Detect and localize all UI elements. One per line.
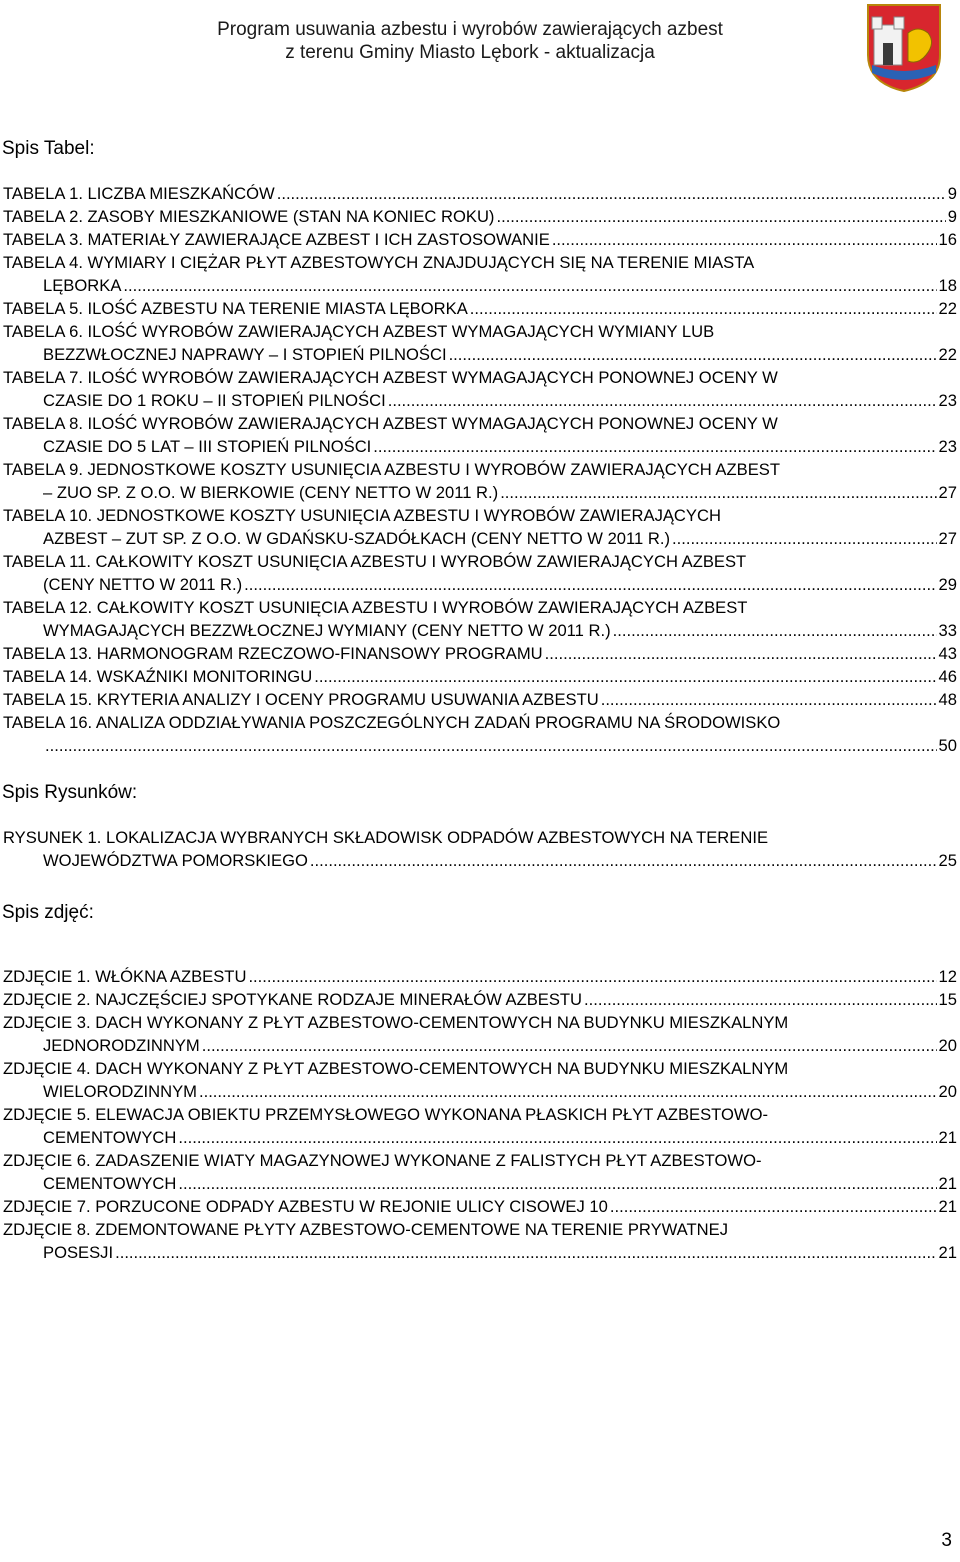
table-entry[interactable] bbox=[3, 205, 957, 228]
table-entry[interactable] bbox=[3, 320, 957, 366]
figure-entry-title-cont: WOJEWÓDZTWA POMORSKIEGO bbox=[43, 851, 308, 870]
table-entry-page: 22 bbox=[938, 345, 957, 364]
dot-leader bbox=[373, 435, 936, 458]
table-entry-page: 48 bbox=[938, 690, 957, 709]
table-entry[interactable] bbox=[3, 366, 957, 412]
photo-entry-page: 21 bbox=[938, 1197, 957, 1216]
table-entry[interactable] bbox=[3, 251, 957, 297]
table-entry[interactable] bbox=[3, 297, 957, 320]
photo-entry[interactable] bbox=[3, 965, 957, 988]
table-entry-title: TABELA 12. CAŁKOWITY KOSZT USUNIĘCIA AZBESTU I WYROBÓW ZAWIERAJĄCYCH AZBEST bbox=[3, 598, 748, 617]
dot-leader bbox=[123, 274, 936, 297]
dot-leader bbox=[314, 665, 936, 688]
table-entry[interactable] bbox=[3, 504, 957, 550]
dot-leader bbox=[178, 1172, 936, 1195]
table-entry-page: 43 bbox=[938, 644, 957, 663]
table-entry-page: 46 bbox=[938, 667, 957, 686]
table-entry-title: TABELA 1. LICZBA MIESZKAŃCÓW bbox=[3, 184, 275, 203]
dot-leader bbox=[500, 481, 936, 504]
table-entry-title: TABELA 4. WYMIARY I CIĘŻAR PŁYT AZBESTOWYCH ZNAJDUJĄCYCH SIĘ NA TERENIE MIASTA bbox=[3, 253, 755, 272]
figure-entry-title: RYSUNEK 1. LOKALIZACJA WYBRANYCH SKŁADOWISK ODPADÓW AZBESTOWYCH NA TERENIE bbox=[3, 828, 769, 847]
dot-leader bbox=[199, 1080, 937, 1103]
photos-list-title: Spis zdjęć: bbox=[2, 902, 94, 923]
figure-entry-page: 25 bbox=[938, 851, 957, 870]
dot-leader bbox=[178, 1126, 936, 1149]
table-entry[interactable] bbox=[3, 665, 957, 688]
photo-entry-title-cont: JEDNORODZINNYM bbox=[43, 1036, 200, 1055]
photo-entry-title-cont: CEMENTOWYCH bbox=[43, 1174, 177, 1193]
coat-of-arms-icon bbox=[866, 3, 942, 93]
photo-entry-page: 20 bbox=[938, 1036, 957, 1055]
table-entry-title: TABELA 15. KRYTERIA ANALIZY I OCENY PROGRAMU USUWANIA AZBESTU bbox=[3, 690, 599, 709]
dot-leader bbox=[115, 1241, 936, 1264]
photo-entry-title-cont: WIELORODZINNYM bbox=[43, 1082, 197, 1101]
table-entry-title: TABELA 9. JEDNOSTKOWE KOSZTY USUNIĘCIA AZBESTU I WYROBÓW ZAWIERAJĄCYCH AZBEST bbox=[3, 460, 780, 479]
dot-leader bbox=[610, 1195, 937, 1218]
figure-entry[interactable] bbox=[3, 826, 957, 872]
dot-leader bbox=[449, 343, 937, 366]
photo-entry-title: ZDJĘCIE 1. WŁÓKNA AZBESTU bbox=[3, 967, 247, 986]
table-entry-page: 50 bbox=[938, 736, 957, 755]
table-entry-page: 9 bbox=[947, 184, 957, 203]
header-line-2: z terenu Gminy Miasto Lębork - aktualizacja bbox=[285, 42, 655, 63]
photo-entry[interactable] bbox=[3, 988, 957, 1011]
dot-leader bbox=[672, 527, 937, 550]
dot-leader bbox=[388, 389, 937, 412]
table-entry-title: TABELA 6. ILOŚĆ WYROBÓW ZAWIERAJĄCYCH AZBEST WYMAGAJĄCYCH WYMIANY LUB bbox=[3, 322, 715, 341]
tables-list-title: Spis Tabel: bbox=[2, 138, 95, 159]
table-entry[interactable] bbox=[3, 550, 957, 596]
photo-entry[interactable] bbox=[3, 1218, 957, 1264]
dot-leader bbox=[584, 988, 937, 1011]
table-entry-title-cont: BEZZWŁOCZNEJ NAPRAWY – I STOPIEŃ PILNOŚCI bbox=[43, 345, 447, 364]
figures-list-title: Spis Rysunków: bbox=[2, 782, 138, 803]
photo-entry-page: 20 bbox=[938, 1082, 957, 1101]
table-entry[interactable] bbox=[3, 182, 957, 205]
table-entry[interactable] bbox=[3, 228, 957, 251]
table-entry-page: 22 bbox=[938, 299, 957, 318]
dot-leader bbox=[470, 297, 937, 320]
photo-entry-title: ZDJĘCIE 7. PORZUCONE ODPADY AZBESTU W REJONIE ULICY CISOWEJ 10 bbox=[3, 1197, 608, 1216]
table-entry[interactable] bbox=[3, 642, 957, 665]
table-entry-title-cont: – ZUO SP. Z O.O. W BIERKOWIE (CENY NETTO W 2011 R.) bbox=[43, 483, 499, 502]
table-entry-title-cont: CZASIE DO 1 ROKU – II STOPIEŃ PILNOŚCI bbox=[43, 391, 386, 410]
photo-entry-title: ZDJĘCIE 5. ELEWACJA OBIEKTU PRZEMYSŁOWEGO WYKONANA PŁASKICH PŁYT AZBESTOWO- bbox=[3, 1105, 769, 1124]
table-entry-page: 23 bbox=[938, 391, 957, 410]
table-entry[interactable] bbox=[3, 688, 957, 711]
table-entry-title: TABELA 8. ILOŚĆ WYROBÓW ZAWIERAJĄCYCH AZBEST WYMAGAJĄCYCH PONOWNEJ OCENY W bbox=[3, 414, 778, 433]
photo-entry-title: ZDJĘCIE 4. DACH WYKONANY Z PŁYT AZBESTOWO-CEMENTOWYCH NA BUDYNKU MIESZKALNYM bbox=[3, 1059, 789, 1078]
photo-entry-title: ZDJĘCIE 6. ZADASZENIE WIATY MAGAZYNOWEJ WYKONANE Z FALISTYCH PŁYT AZBESTOWO- bbox=[3, 1151, 762, 1170]
table-entry-title: TABELA 14. WSKAŹNIKI MONITORINGU bbox=[3, 667, 313, 686]
header-line-1: Program usuwania azbestu i wyrobów zawierających azbest bbox=[217, 19, 723, 40]
photo-entry-title: ZDJĘCIE 3. DACH WYKONANY Z PŁYT AZBESTOWO-CEMENTOWYCH NA BUDYNKU MIESZKALNYM bbox=[3, 1013, 789, 1032]
photo-entry-title: ZDJĘCIE 8. ZDEMONTOWANE PŁYTY AZBESTOWO-CEMENTOWE NA TERENIE PRYWATNEJ bbox=[3, 1220, 729, 1239]
table-entry-title: TABELA 10. JEDNOSTKOWE KOSZTY USUNIĘCIA AZBESTU I WYROBÓW ZAWIERAJĄCYCH bbox=[3, 506, 721, 525]
table-entry[interactable] bbox=[3, 596, 957, 642]
table-entry-title: TABELA 11. CAŁKOWITY KOSZT USUNIĘCIA AZBESTU I WYROBÓW ZAWIERAJĄCYCH AZBEST bbox=[3, 552, 747, 571]
photo-entry-page: 12 bbox=[938, 967, 957, 986]
table-entry-title-cont: CZASIE DO 5 LAT – III STOPIEŃ PILNOŚCI bbox=[43, 437, 372, 456]
dot-leader bbox=[45, 734, 937, 757]
photo-entry-title: ZDJĘCIE 2. NAJCZĘŚCIEJ SPOTYKANE RODZAJE MINERAŁÓW AZBESTU bbox=[3, 990, 583, 1009]
photo-entry[interactable] bbox=[3, 1103, 957, 1149]
table-entry-page: 27 bbox=[938, 529, 957, 548]
table-entry-title-cont: WYMAGAJĄCYCH BEZZWŁOCZNEJ WYMIANY (CENY NETTO W 2011 R.) bbox=[43, 621, 611, 640]
dot-leader bbox=[496, 205, 945, 228]
photo-entry[interactable] bbox=[3, 1011, 957, 1057]
table-entry-page: 9 bbox=[947, 207, 957, 226]
table-entry-title: TABELA 13. HARMONOGRAM RZECZOWO-FINANSOWY PROGRAMU bbox=[3, 644, 543, 663]
photo-entry-page: 21 bbox=[938, 1128, 957, 1147]
table-entry[interactable] bbox=[3, 412, 957, 458]
table-entry-title: TABELA 5. ILOŚĆ AZBESTU NA TERENIE MIASTA LĘBORKA bbox=[3, 299, 468, 318]
photo-entry-page: 15 bbox=[938, 990, 957, 1009]
table-entry-title: TABELA 16. ANALIZA ODDZIAŁYWANIA POSZCZEGÓLNYCH ZADAŃ PROGRAMU NA ŚRODOWISKO bbox=[3, 713, 781, 732]
dot-leader bbox=[310, 849, 937, 872]
dot-leader bbox=[601, 688, 937, 711]
table-entry-page: 16 bbox=[938, 230, 957, 249]
dot-leader bbox=[248, 965, 936, 988]
dot-leader bbox=[613, 619, 937, 642]
photo-entry-title-cont: CEMENTOWYCH bbox=[43, 1128, 177, 1147]
photo-entry[interactable] bbox=[3, 1195, 957, 1218]
dot-leader bbox=[244, 573, 936, 596]
dot-leader bbox=[277, 182, 946, 205]
photo-entry-page: 21 bbox=[938, 1243, 957, 1262]
table-entry-title-cont: (CENY NETTO W 2011 R.) bbox=[43, 575, 243, 594]
page-number: 3 bbox=[941, 1530, 952, 1551]
table-entry-title-cont: AZBEST – ZUT SP. Z O.O. W GDAŃSKU-SZADÓŁKACH (CENY NETTO W 2011 R.) bbox=[43, 529, 670, 548]
dot-leader bbox=[202, 1034, 937, 1057]
table-entry-title-cont: LĘBORKA bbox=[43, 276, 122, 295]
table-entry-page: 23 bbox=[938, 437, 957, 456]
table-entry-page: 18 bbox=[938, 276, 957, 295]
table-entry-title: TABELA 2. ZASOBY MIESZKANIOWE (STAN NA KONIEC ROKU) bbox=[3, 207, 495, 226]
photo-entry[interactable] bbox=[3, 1057, 957, 1103]
dot-leader bbox=[545, 642, 937, 665]
table-entry[interactable] bbox=[3, 711, 957, 757]
photo-entry[interactable] bbox=[3, 1149, 957, 1195]
table-entry-title: TABELA 7. ILOŚĆ WYROBÓW ZAWIERAJĄCYCH AZBEST WYMAGAJĄCYCH PONOWNEJ OCENY W bbox=[3, 368, 778, 387]
table-entry-page: 27 bbox=[938, 483, 957, 502]
table-entry-page: 29 bbox=[938, 575, 957, 594]
photo-entry-page: 21 bbox=[938, 1174, 957, 1193]
document-header bbox=[120, 18, 820, 64]
table-entry-title: TABELA 3. MATERIAŁY ZAWIERAJĄCE AZBEST I ICH ZASTOSOWANIE bbox=[3, 230, 550, 249]
table-entry-page: 33 bbox=[938, 621, 957, 640]
table-entry[interactable] bbox=[3, 458, 957, 504]
dot-leader bbox=[552, 228, 937, 251]
photo-entry-title-cont: POSESJI bbox=[43, 1243, 114, 1262]
